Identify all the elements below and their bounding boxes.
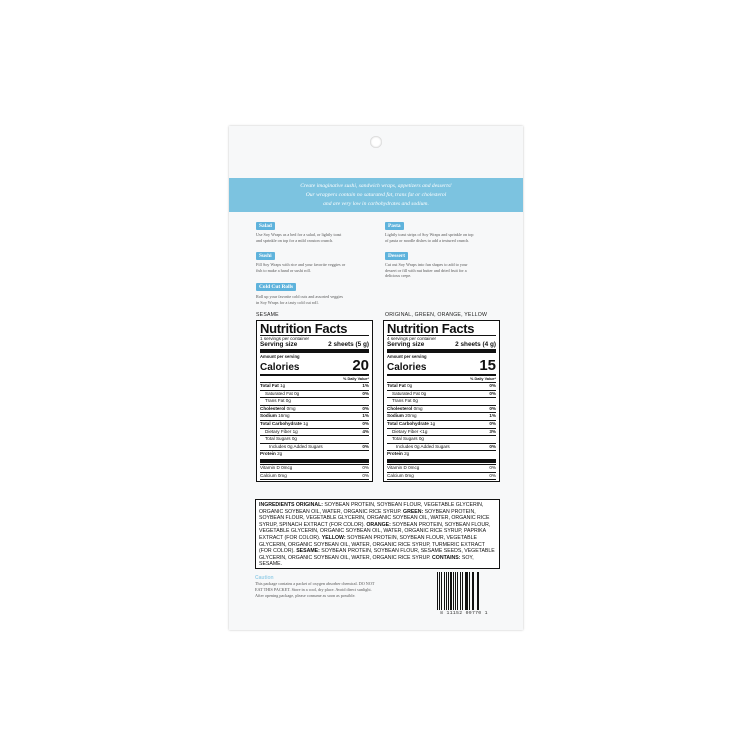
nutrient-name xyxy=(392,398,418,405)
serving-size-row xyxy=(387,341,496,348)
ingredient-heading: SESAME: xyxy=(296,548,322,555)
nutrient-amount: 0g Added Sugars xyxy=(287,443,323,449)
vitamin-daily-value: 0% xyxy=(489,465,496,471)
vitamin-row xyxy=(260,479,369,482)
nutrient-row xyxy=(387,390,496,398)
nutrient-label: Total Carbohydrate xyxy=(260,421,302,427)
vitamin-label: Vitamin D xyxy=(260,465,280,471)
nutrient-label: Saturated Fat xyxy=(392,390,420,396)
nutrient-row xyxy=(387,397,496,405)
nutrient-daily-value: 0% xyxy=(489,421,496,427)
ingredient-list: SOYBEAN PROTEIN, SOYBEAN FLOUR, VEGETABLE GLYCERIN, ORGANIC SOYBEAN OIL, WATER, ORGANIC RICE SYRUP, TURMERIC EXTRACT (FOR COLOR). xyxy=(259,534,485,555)
barcode-bar xyxy=(446,572,447,610)
nutrient-name xyxy=(392,436,424,443)
daily-value-header: % Daily Value* xyxy=(470,377,496,382)
serving-size-label: Serving size xyxy=(260,341,298,349)
ingredient-heading: CONTAINS: xyxy=(432,554,462,561)
nutrient-daily-value: 0% xyxy=(362,421,369,427)
nutrient-row xyxy=(260,382,369,390)
nutrient-name xyxy=(396,444,450,451)
nutrient-row xyxy=(260,397,369,405)
barcode-bar xyxy=(478,572,479,610)
nutrient-label: Total Carbohydrate xyxy=(387,421,429,427)
divider-medium xyxy=(260,374,369,376)
vitamin-name xyxy=(387,480,405,482)
caution-line: EAT THIS PACKET. Store in a cool, dry place. Avoid direct sunlight. xyxy=(255,586,372,592)
divider-thick xyxy=(387,459,496,463)
nutrient-name xyxy=(260,451,282,458)
ingredient-list: SOY, SESAME. xyxy=(259,554,474,568)
amount-per-serving: Amount per serving xyxy=(260,354,300,360)
nutrient-daily-value: 4% xyxy=(362,428,369,434)
nutrient-amount: 0g xyxy=(407,383,413,389)
nutrient-amount: 0g Added Sugars xyxy=(414,443,450,449)
vitamin-amount xyxy=(269,480,278,482)
vitamin-label: Calcium xyxy=(387,472,404,478)
nutrient-name xyxy=(387,406,423,413)
nutrient-name xyxy=(387,451,409,458)
vitamin-row xyxy=(387,464,496,472)
nutrient-name xyxy=(392,429,427,436)
calories-label: Calories xyxy=(387,362,427,374)
nutrient-amount: 0mg xyxy=(286,405,296,411)
vitamin-amount: 0mcg xyxy=(281,465,293,471)
nutrient-label: Protein xyxy=(387,451,403,457)
nutrient-amount: 2g xyxy=(277,451,283,457)
barcode-bar xyxy=(453,572,454,610)
divider-thick xyxy=(387,349,496,353)
barcode xyxy=(431,572,497,620)
ingredient-heading: GREEN: xyxy=(403,508,425,515)
vitamin-daily-value xyxy=(489,480,496,482)
tip-label-pasta: Pasta xyxy=(385,222,404,230)
nutrition-facts-title: Nutrition Facts xyxy=(260,321,348,336)
nutrient-daily-value: 0% xyxy=(489,390,496,396)
nutrient-amount: 0mg xyxy=(413,405,423,411)
nutrient-row xyxy=(260,443,369,451)
nutrient-daily-value: 0% xyxy=(362,405,369,411)
ingredients-box xyxy=(255,499,500,569)
nutrient-name xyxy=(387,413,417,420)
nutrient-name xyxy=(269,444,323,451)
vitamin-name xyxy=(260,473,287,480)
nutrient-daily-value: 0% xyxy=(489,383,496,389)
nutrient-daily-value: 1% xyxy=(362,413,369,419)
nutrient-amount: 0g xyxy=(291,436,297,442)
nutrient-row xyxy=(260,420,369,428)
serving-size-label: Serving size xyxy=(387,341,425,349)
nutrient-amount: 1g xyxy=(303,421,309,427)
nutrient-amount: 1g xyxy=(280,383,286,389)
nutrient-label: Total Fat xyxy=(260,383,279,389)
banner-line: Our wrappers contain no saturated fat, trans fat or cholesterol xyxy=(305,192,447,198)
nutrient-amount: 1g xyxy=(292,428,298,434)
banner-line: Create imaginative sushi, sandwich wraps, appetizers and desserts! xyxy=(300,183,452,189)
tip-text-salad: Use Soy Wraps as a bed for a salad, or lightly toast and sprinkle on top for a mild crouton crunch. xyxy=(256,232,342,243)
amount-per-serving: Amount per serving xyxy=(387,354,427,360)
nutrient-row xyxy=(387,443,496,451)
caution-line: After opening package, please consume as soon as possible. xyxy=(255,592,356,598)
vitamin-label xyxy=(260,480,268,482)
nutrient-label: Saturated Fat xyxy=(265,390,293,396)
nutrient-label: Cholesterol xyxy=(387,405,413,411)
nutrient-name xyxy=(265,429,298,436)
nutrition-facts-panel-sesame xyxy=(256,320,373,482)
nutrient-amount: 0g xyxy=(412,398,418,404)
barcode-bar xyxy=(455,572,456,610)
nutrient-daily-value: 1% xyxy=(362,383,369,389)
nutrient-label: Dietary Fiber xyxy=(392,428,419,434)
barcode-bar xyxy=(462,572,463,610)
serving-size-value: 2 sheets (4 g) xyxy=(455,341,496,349)
nutrient-amount: 1g xyxy=(430,421,436,427)
nutrient-name xyxy=(265,391,299,398)
tip-label-cold-cut-rolls: Cold Cut Rolls xyxy=(256,283,296,291)
vitamin-daily-value: 0% xyxy=(489,472,496,478)
barcode-bar xyxy=(441,572,442,610)
divider-thick xyxy=(260,459,369,463)
calories-value: 20 xyxy=(352,357,369,375)
ingredient-list: SOYBEAN PROTEIN, SOYBEAN FLOUR, SESAME SEEDS, VEGETABLE GLYCERIN, ORGANIC SOYBEAN OIL, WATER, ORGANIC RICE SYRUP. xyxy=(259,548,495,561)
nutrient-label: Protein xyxy=(260,451,276,457)
tip-label-salad: Salad xyxy=(256,222,275,230)
tip-text-dessert: Cut out Soy Wraps into fun shapes to add to your dessert or fill with nut butter and dried fruit for a delicious crepe. xyxy=(385,262,468,279)
nutrient-amount: 2g xyxy=(404,451,410,457)
variety-label-sesame: SESAME xyxy=(256,312,279,318)
barcode-bar xyxy=(457,572,458,610)
tip-text-pasta: Lightly toast strips of Soy Wraps and sprinkle on top of pasta or noodle dishes to add a textured crunch. xyxy=(385,232,474,243)
vitamin-name xyxy=(260,480,278,482)
nutrient-row xyxy=(260,405,369,413)
divider-medium xyxy=(387,374,496,376)
nutrient-name xyxy=(387,383,412,390)
nutrient-row xyxy=(387,450,496,458)
nutrient-label: Sodium xyxy=(387,413,404,419)
tip-label-dessert: Dessert xyxy=(385,252,408,260)
ingredient-heading: ORANGE: xyxy=(366,521,393,528)
nutrient-amount: 20mg xyxy=(405,413,417,419)
vitamin-amount: 0mcg xyxy=(408,465,420,471)
vitamin-row xyxy=(387,479,496,482)
nutrition-facts-panel-original xyxy=(383,320,500,482)
serving-size-row xyxy=(260,341,369,348)
nutrient-label: Total Sugars xyxy=(392,436,418,442)
nutrient-amount: 0g xyxy=(421,390,427,396)
nutrient-label: Total Sugars xyxy=(265,436,291,442)
caution-heading: Caution xyxy=(255,575,274,581)
servings-per-container: 1 servings per container xyxy=(260,335,310,341)
vitamin-name xyxy=(387,465,419,472)
nutrient-amount: 0g xyxy=(285,398,291,404)
barcode-bar xyxy=(466,572,468,610)
nutrient-label: Total Fat xyxy=(387,383,406,389)
vitamin-label: Calcium xyxy=(260,472,277,478)
vitamin-row xyxy=(387,472,496,480)
vitamin-name xyxy=(260,465,292,472)
nutrient-amount: <1g xyxy=(419,428,428,434)
ingredient-list: SOYBEAN PROTEIN, SOYBEAN FLOUR, VEGETABLE GLYCERIN, ORGANIC SOYBEAN OIL, WATER, ORGANIC RICE SYRUP, SPINACH EXTRACT (FOR COLOR). xyxy=(259,508,490,528)
nutrient-daily-value: 0% xyxy=(362,443,369,449)
ingredient-heading: YELLOW: xyxy=(321,534,347,541)
nutrient-name xyxy=(260,413,290,420)
calories-row xyxy=(260,359,369,373)
nutrient-daily-value: 0% xyxy=(362,390,369,396)
intro-banner xyxy=(229,178,523,212)
daily-value-header: % Daily Value* xyxy=(343,377,369,382)
nutrient-amount: 0g xyxy=(418,436,424,442)
calories-row xyxy=(387,359,496,373)
caution-block xyxy=(255,575,425,598)
vitamin-daily-value: 0% xyxy=(362,472,369,478)
ingredient-heading: INGREDIENTS ORIGINAL: xyxy=(259,502,325,508)
barcode-bar xyxy=(444,572,445,610)
barcode-bars xyxy=(437,572,493,610)
nutrient-label: Dietary Fiber xyxy=(265,428,292,434)
vitamin-daily-value xyxy=(362,480,369,482)
nutrient-row xyxy=(260,428,369,436)
tip-text-sushi: Fill Soy Wraps with rice and your favorite veggies or fish to make a hand or sushi roll. xyxy=(256,262,346,273)
calories-value: 15 xyxy=(479,357,496,375)
divider-thick xyxy=(260,349,369,353)
nutrient-label: Cholesterol xyxy=(260,405,286,411)
nutrient-name xyxy=(387,421,435,428)
vitamin-daily-value: 0% xyxy=(362,465,369,471)
nutrient-row xyxy=(387,405,496,413)
tip-text-cold-cut-rolls: Roll up your favorite cold cuts and assorted veggies in Soy Wraps for a tasty cold cut roll. xyxy=(256,294,343,305)
nutrient-name xyxy=(265,436,297,443)
nutrient-label: Trans Fat xyxy=(392,398,412,404)
nutrient-row xyxy=(387,382,496,390)
barcode-bar xyxy=(469,572,470,610)
product-package-back xyxy=(229,126,523,630)
ingredient-list: SOYBEAN PROTEIN, SOYBEAN FLOUR, VEGETABLE GLYCERIN, ORGANIC SOYBEAN OIL, WATER, ORGANIC RICE SYRUP, PAPRIKA EXTRACT (FOR COLOR). xyxy=(259,521,491,541)
nutrient-row xyxy=(260,390,369,398)
vitamin-amount: 0mg xyxy=(404,472,414,478)
serving-size-value: 2 sheets (5 g) xyxy=(328,341,369,349)
vitamin-row xyxy=(260,464,369,472)
barcode-bar xyxy=(473,572,474,610)
nutrient-row xyxy=(260,450,369,458)
servings-per-container: 4 servings per container xyxy=(387,335,437,341)
nutrient-label: Sodium xyxy=(260,413,277,419)
vitamin-row xyxy=(260,472,369,480)
nutrient-name xyxy=(392,391,426,398)
nutrient-name xyxy=(265,398,291,405)
barcode-bar xyxy=(450,572,452,610)
vitamin-name xyxy=(387,473,414,480)
ingredient-list: SOYBEAN PROTEIN, SOYBEAN FLOUR, VEGETABLE GLYCERIN, ORGANIC SOYBEAN OIL, WATER, ORGANIC RICE SYRUP. xyxy=(259,502,484,515)
nutrient-name xyxy=(260,421,308,428)
nutrient-label: Trans Fat xyxy=(265,398,285,404)
nutrient-daily-value: 1% xyxy=(489,413,496,419)
tip-label-sushi: Sushi xyxy=(256,252,275,260)
nutrition-facts-title: Nutrition Facts xyxy=(387,321,475,336)
nutrient-daily-value: 0% xyxy=(489,443,496,449)
caution-line: This package contains a packet of oxygen absorber chemical. DO NOT xyxy=(255,581,375,586)
nutrient-row xyxy=(260,412,369,420)
hang-hole xyxy=(370,136,382,148)
nutrient-row xyxy=(387,412,496,420)
nutrient-name xyxy=(260,383,285,390)
nutrient-amount: 0g xyxy=(294,390,300,396)
nutrient-daily-value: 0% xyxy=(489,405,496,411)
barcode-number: 8 11152 09770 1 xyxy=(440,611,488,616)
nutrient-name xyxy=(260,406,296,413)
nutrient-row xyxy=(387,420,496,428)
barcode-bar xyxy=(439,572,440,610)
nutrient-row xyxy=(260,435,369,443)
vitamin-label: Vitamin D xyxy=(387,465,407,471)
nutrient-daily-value: 3% xyxy=(489,428,496,434)
nutrient-row xyxy=(387,435,496,443)
calories-label: Calories xyxy=(260,362,300,374)
nutrient-row xyxy=(387,428,496,436)
banner-line: and are very low in carbohydrates and sodium. xyxy=(323,201,429,207)
variety-label-original: ORIGINAL, GREEN, ORANGE, YELLOW xyxy=(385,312,488,318)
vitamin-amount: 0mg xyxy=(277,472,287,478)
nutrient-label: Includes xyxy=(269,443,287,449)
vitamin-amount xyxy=(396,480,405,482)
nutrient-label: Includes xyxy=(396,443,414,449)
nutrient-amount: 16mg xyxy=(278,413,290,419)
vitamin-label xyxy=(387,480,395,482)
